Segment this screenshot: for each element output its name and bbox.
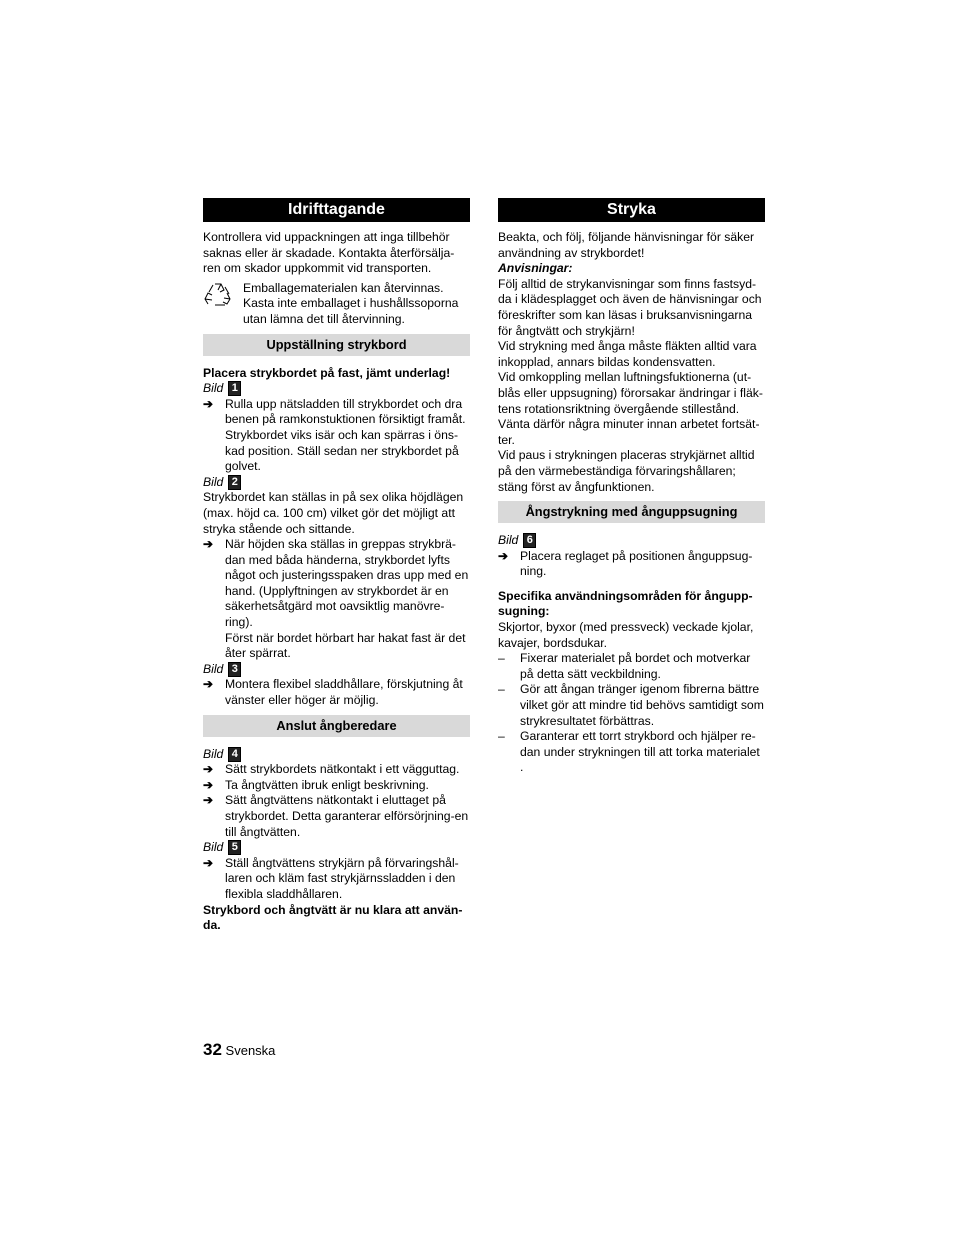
notes-label: Anvisningar:: [498, 261, 573, 276]
list-continuation: .: [520, 760, 524, 775]
figure-ref-2: Bild 2: [203, 475, 470, 491]
subsection-title-uppstallning: Uppställning strykbord: [203, 334, 470, 356]
subsection-title-angstrykning: Ångstrykning med ånguppsugning: [498, 501, 765, 523]
figure-ref-5: Bild 5: [203, 840, 470, 856]
right-arrow-icon: ➔: [203, 762, 214, 777]
step-item: ➔ Placera reglaget på positionen ånguppsug-ning.: [498, 548, 753, 579]
closing-statement: Strykbord och ångtvätt är nu klara att använ-da.: [203, 902, 463, 933]
step-item: ➔ Ställ ångtvättens strykjärn på förvaringshål-laren och kläm fast strykjärnssladden i den flexibla sladdhållaren.: [203, 855, 459, 901]
figure-ref-3: Bild 3: [203, 662, 470, 678]
intro-paragraph: Kontrollera vid uppackningen att inga tillbehör saknas eller är skadade. Kontakta återförsälja-ren om skador uppkommit vid transporten.: [203, 230, 455, 276]
recycle-note: [203, 281, 470, 328]
right-arrow-icon: ➔: [203, 396, 214, 411]
step-item: ➔ När höjden ska ställas in greppas strykbrä-dan med båda händerna, strykbordet lyfts något och justeringsspaken dras upp med en hand. (Upplyftningen av strykbordet är en säkerhetsåtgärd mot oavsiktlig manövre-ring).: [203, 537, 469, 630]
right-arrow-icon: ➔: [498, 548, 509, 563]
recycle-icon: [203, 281, 243, 328]
figure-ref-6: Bild 6: [498, 533, 765, 549]
right-arrow-icon: ➔: [203, 793, 214, 808]
step-item: ➔ Sätt ångtvättens nätkontakt i eluttaget på strykbordet. Detta garanterar elförsörjning-en till ångtvätten.: [203, 793, 469, 839]
intro-paragraph: Beakta, och följ, följande hänvisningar för säker användning av strykbordet!: [498, 230, 755, 260]
figure-number: 3: [228, 662, 241, 677]
recycle-text: Emballagematerialen kan återvinnas. Kasta inte emballaget i hushållssoporna utan lämna det till återvinning.: [243, 280, 459, 326]
step-item: ➔ Sätt strykbordets nätkontakt i ett vägguttag.: [203, 762, 460, 777]
list-item: – Garanterar ett torrt strykbord och hjälper re-dan under strykningen till att torka materialet: [498, 729, 760, 759]
figure-number: 4: [228, 747, 241, 762]
lead-instruction: Placera strykbordet på fast, jämt underlag!: [203, 365, 451, 380]
note-paragraph: Följ alltid de strykanvisningar som finns fastsyd-da i klädesplagget och även de hänvisningar och föreskrifter som kan läsas i bruksanvisningarna för ångtvätt och strykjärn!: [498, 276, 762, 338]
step-item: ➔ Rulla upp nätsladden till strykbordet och dra benen på ramkonstuktionen försiktigt framåt. Strykbordet viks isär och kan spärras i öns-kad position. Ställ sedan ner strykbordet på golvet.: [203, 396, 466, 474]
right-arrow-icon: ➔: [203, 777, 214, 792]
note-paragraph: Vid paus i strykningen placeras strykjärnet alltid på den värmebeständiga förvaringshållaren; stäng först av ångfunktionen.: [498, 448, 755, 494]
figure-ref-4: Bild 4: [203, 747, 470, 763]
figure-number: 2: [228, 475, 241, 490]
spec-title: Specifika användningsområden för ångupp-sugning:: [498, 588, 753, 619]
right-arrow-icon: ➔: [203, 677, 214, 692]
spec-text: Skjortor, byxor (med pressveck) veckade kjolar, kavajer, bordsdukar.: [498, 620, 754, 650]
step-continuation: Först när bordet hörbart har hakat fast är det åter spärrat.: [225, 630, 466, 661]
right-arrow-icon: ➔: [203, 537, 214, 552]
list-item: – Fixerar materialet på bordet och motverkar på detta sätt veckbildning.: [498, 651, 751, 681]
section-title-idrifttagande: Idrifttagande: [203, 198, 470, 222]
section-title-stryka: Stryka: [498, 198, 765, 222]
figure-ref-1: Bild 1: [203, 381, 470, 397]
list-item: – Gör att ångan tränger igenom fibrerna bättre vilket gör att mindre tid behövs samtidigt som strykresultatet förbättras.: [498, 682, 764, 728]
right-arrow-icon: ➔: [203, 855, 214, 870]
subsection-title-anslut: Anslut ångberedare: [203, 715, 470, 737]
right-column: [498, 198, 765, 776]
step-item: ➔ Montera flexibel sladdhållare, förskjutning åt vänster eller höger är möjlig.: [203, 677, 463, 708]
page-language: Svenska: [225, 1043, 276, 1058]
step-item: ➔ Ta ångtvätten ibruk enligt beskrivning.: [203, 777, 429, 792]
figure-number: 5: [228, 840, 241, 855]
height-paragraph: Strykbordet kan ställas in på sex olika höjdlägen (max. höjd ca. 100 cm) vilket gör det möjligt att stryka stående och sittande.: [203, 490, 464, 536]
page-footer: [203, 1040, 275, 1060]
figure-number: 1: [228, 381, 241, 396]
note-paragraph: Vid omkoppling mellan luftningsfuktionerna (ut-blås eller uppsugning) förorsakar ändringar i fläk-tens rotationsriktning övergående stillestånd. Vänta därför några minuter innan arbetet fortsät-ter.: [498, 370, 763, 447]
note-paragraph: Vid strykning med ånga måste fläkten alltid vara inkopplad, annars bildas kondensvatten.: [498, 339, 757, 369]
figure-number: 6: [523, 533, 536, 548]
left-column: [203, 198, 470, 934]
page-number: 32: [203, 1040, 222, 1059]
